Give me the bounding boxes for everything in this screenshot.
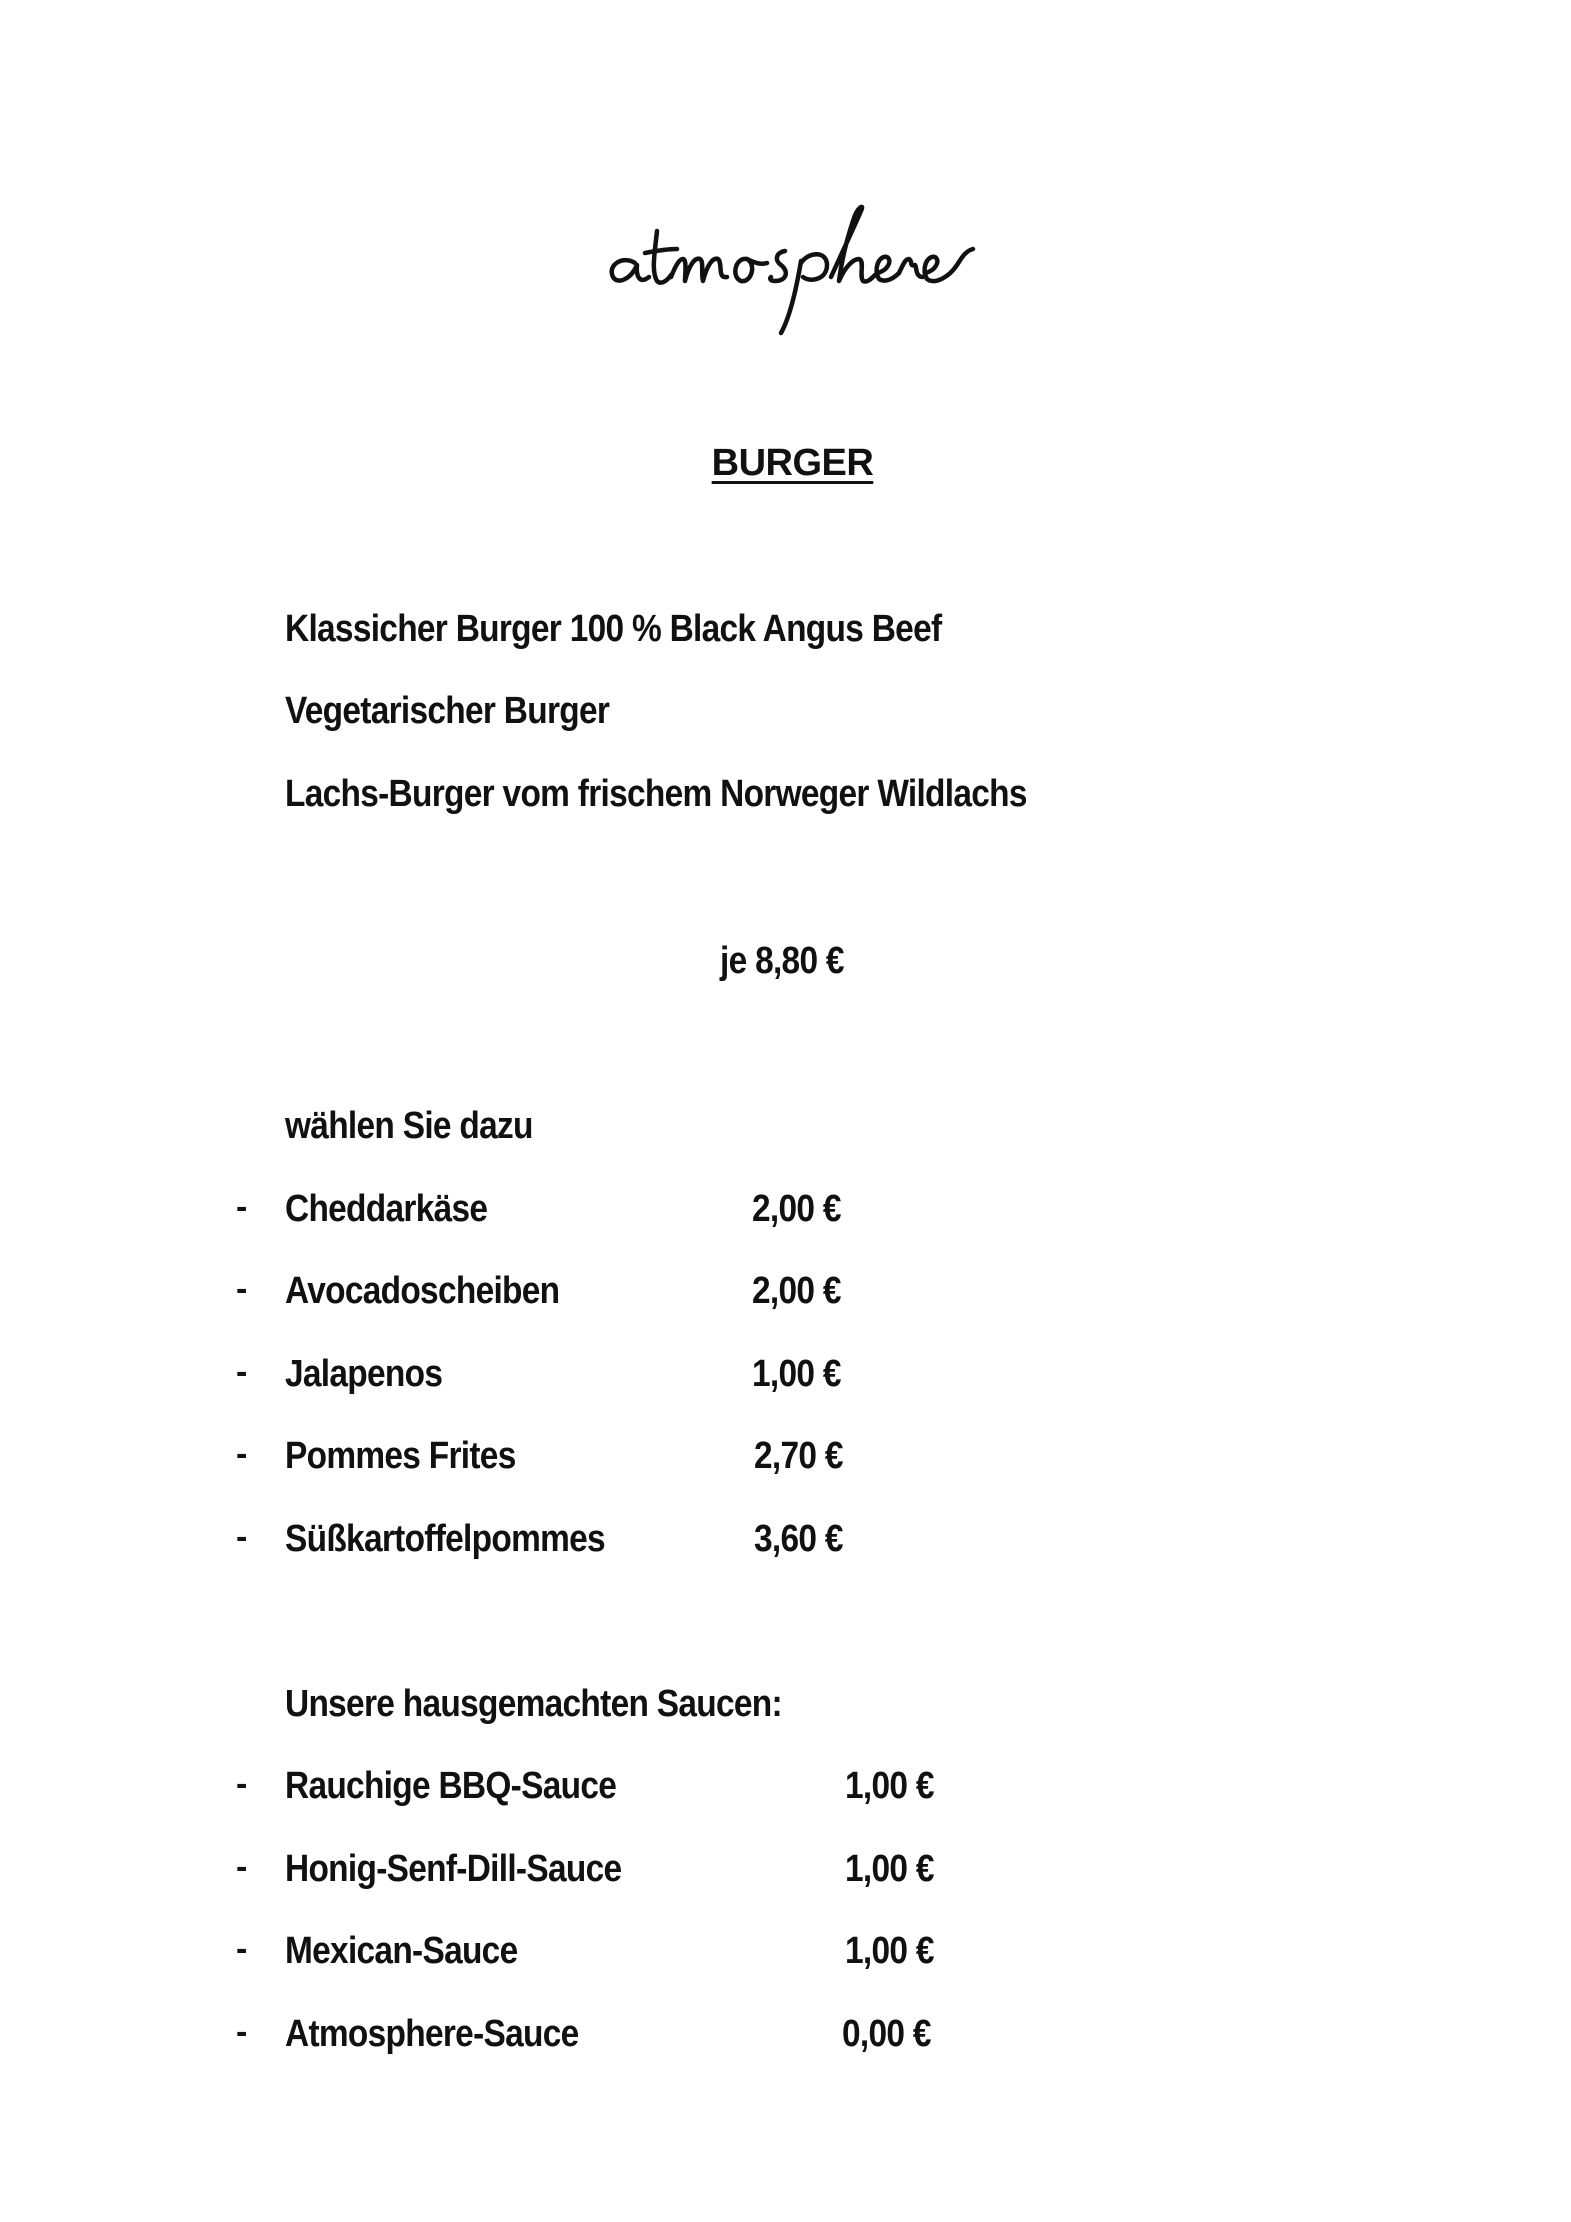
list-bullet: -	[236, 1765, 248, 1803]
item-name: Atmosphere-Sauce	[285, 2013, 579, 2055]
list-bullet: -	[236, 1270, 248, 1308]
burger-price: je 8,80 €	[720, 940, 844, 982]
item-price: 1,00 €	[845, 1765, 934, 1807]
sauces-title: Unsere hausgemachten Saucen:	[285, 1683, 782, 1725]
list-bullet: -	[236, 1848, 248, 1886]
list-bullet: -	[236, 1435, 248, 1473]
list-bullet: -	[236, 1353, 248, 1391]
item-name: Süßkartoffelpommes	[285, 1518, 605, 1560]
burger-item: Vegetarischer Burger	[285, 690, 610, 732]
burger-item: Lachs-Burger vom frischem Norweger Wildlachs	[285, 773, 1027, 815]
list-bullet: -	[236, 1930, 248, 1968]
item-price: 2,00 €	[752, 1188, 841, 1230]
burger-item: Klassicher Burger 100 % Black Angus Beef	[285, 608, 942, 650]
list-bullet: -	[236, 1518, 248, 1556]
item-name: Pommes Frites	[285, 1435, 516, 1477]
item-price: 0,00 €	[842, 2013, 931, 2055]
menu-heading	[0, 442, 1571, 485]
item-name: Avocadoscheiben	[285, 1270, 560, 1312]
item-name: Honig-Senf-Dill-Sauce	[285, 1848, 622, 1890]
atmosphere-logo	[605, 185, 985, 335]
list-bullet: -	[236, 1188, 248, 1226]
item-name: Jalapenos	[285, 1353, 443, 1395]
logo-script-drawing	[605, 185, 985, 335]
item-name: Mexican-Sauce	[285, 1930, 518, 1972]
item-name: Rauchige BBQ-Sauce	[285, 1765, 617, 1807]
item-price: 2,70 €	[754, 1435, 843, 1477]
item-price: 1,00 €	[845, 1848, 934, 1890]
menu-heading-text: BURGER	[711, 442, 874, 484]
extras-title: wählen Sie dazu	[285, 1105, 533, 1147]
item-price: 1,00 €	[752, 1353, 841, 1395]
item-name: Cheddarkäse	[285, 1188, 488, 1230]
list-bullet: -	[236, 2013, 248, 2051]
item-price: 1,00 €	[845, 1930, 934, 1972]
item-price: 3,60 €	[754, 1518, 843, 1560]
item-price: 2,00 €	[752, 1270, 841, 1312]
